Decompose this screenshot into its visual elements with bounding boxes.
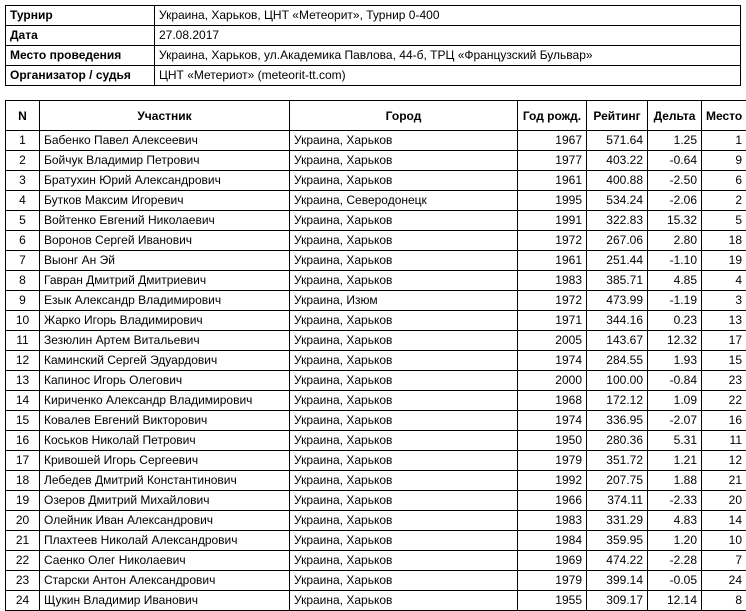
cell-name: Гавран Дмитрий Дмитриевич [40, 271, 290, 291]
cell-rating: 207.75 [587, 471, 648, 491]
cell-name: Жарко Игорь Владимирович [40, 311, 290, 331]
cell-n: 18 [6, 471, 40, 491]
table-row [6, 331, 746, 351]
info-value: Украина, Харьков, ул.Академика Павлова, 44-б, ТРЦ «Французский Бульвар» [155, 46, 741, 66]
cell-place: 13 [702, 311, 746, 331]
cell-n: 21 [6, 531, 40, 551]
cell-year: 1983 [518, 511, 587, 531]
info-label: Место проведения [6, 46, 155, 66]
table-row [6, 431, 746, 451]
cell-n: 5 [6, 211, 40, 231]
cell-delta: 12.14 [648, 591, 702, 611]
cell-n: 1 [6, 131, 40, 151]
cell-city: Украина, Харьков [290, 231, 518, 251]
table-row [6, 211, 746, 231]
cell-name: Коськов Николай Петрович [40, 431, 290, 451]
cell-name: Бойчук Владимир Петрович [40, 151, 290, 171]
cell-rating: 251.44 [587, 251, 648, 271]
table-row [6, 131, 746, 151]
table-row [6, 551, 746, 571]
cell-city: Украина, Харьков [290, 211, 518, 231]
col-header-name: Участник [40, 101, 290, 131]
cell-place: 22 [702, 391, 746, 411]
table-row [6, 351, 746, 371]
cell-delta: 0.23 [648, 311, 702, 331]
cell-city: Украина, Харьков [290, 551, 518, 571]
cell-rating: 336.95 [587, 411, 648, 431]
cell-city: Украина, Харьков [290, 151, 518, 171]
cell-rating: 331.29 [587, 511, 648, 531]
tournament-info-body [6, 6, 741, 86]
cell-rating: 351.72 [587, 451, 648, 471]
cell-name: Кривошей Игорь Сергеевич [40, 451, 290, 471]
cell-n: 17 [6, 451, 40, 471]
cell-city: Украина, Харьков [290, 471, 518, 491]
cell-delta: -2.06 [648, 191, 702, 211]
cell-delta: -1.19 [648, 291, 702, 311]
col-header-delta: Дельта [648, 101, 702, 131]
cell-n: 19 [6, 491, 40, 511]
cell-name: Войтенко Евгений Николаевич [40, 211, 290, 231]
table-row [6, 531, 746, 551]
table-row [6, 451, 746, 471]
cell-rating: 473.99 [587, 291, 648, 311]
table-row [6, 151, 746, 171]
table-row [6, 391, 746, 411]
cell-place: 17 [702, 331, 746, 351]
cell-city: Украина, Харьков [290, 451, 518, 471]
cell-city: Украина, Харьков [290, 251, 518, 271]
cell-place: 2 [702, 191, 746, 211]
cell-name: Каминский Сергей Эдуардович [40, 351, 290, 371]
cell-name: Капинос Игорь Олегович [40, 371, 290, 391]
cell-delta: 4.85 [648, 271, 702, 291]
cell-place: 15 [702, 351, 746, 371]
table-row [6, 171, 746, 191]
cell-place: 20 [702, 491, 746, 511]
cell-rating: 322.83 [587, 211, 648, 231]
cell-place: 5 [702, 211, 746, 231]
cell-rating: 344.16 [587, 311, 648, 331]
cell-rating: 474.22 [587, 551, 648, 571]
cell-year: 1969 [518, 551, 587, 571]
cell-delta: -2.28 [648, 551, 702, 571]
cell-n: 7 [6, 251, 40, 271]
cell-name: Езык Александр Владимирович [40, 291, 290, 311]
cell-delta: 12.32 [648, 331, 702, 351]
cell-city: Украина, Харьков [290, 131, 518, 151]
cell-city: Украина, Северодонецк [290, 191, 518, 211]
cell-year: 1971 [518, 311, 587, 331]
cell-year: 1950 [518, 431, 587, 451]
cell-year: 1983 [518, 271, 587, 291]
cell-delta: 15.32 [648, 211, 702, 231]
cell-name: Щукин Владимир Иванович [40, 591, 290, 611]
table-row [6, 371, 746, 391]
cell-rating: 309.17 [587, 591, 648, 611]
cell-name: Выонг Ан Эй [40, 251, 290, 271]
cell-rating: 400.88 [587, 171, 648, 191]
cell-n: 24 [6, 591, 40, 611]
cell-year: 1961 [518, 251, 587, 271]
cell-year: 1977 [518, 151, 587, 171]
cell-city: Украина, Харьков [290, 571, 518, 591]
cell-name: Олейник Иван Александрович [40, 511, 290, 531]
table-row [6, 251, 746, 271]
cell-n: 6 [6, 231, 40, 251]
cell-place: 7 [702, 551, 746, 571]
cell-city: Украина, Харьков [290, 371, 518, 391]
cell-place: 21 [702, 471, 746, 491]
cell-place: 11 [702, 431, 746, 451]
cell-name: Воронов Сергей Иванович [40, 231, 290, 251]
cell-city: Украина, Харьков [290, 511, 518, 531]
cell-place: 18 [702, 231, 746, 251]
cell-name: Зезюлин Артем Витальевич [40, 331, 290, 351]
cell-place: 16 [702, 411, 746, 431]
cell-delta: -2.50 [648, 171, 702, 191]
cell-city: Украина, Харьков [290, 491, 518, 511]
cell-place: 19 [702, 251, 746, 271]
results-body [6, 131, 746, 611]
cell-rating: 280.36 [587, 431, 648, 451]
cell-city: Украина, Харьков [290, 531, 518, 551]
info-row [6, 6, 741, 26]
cell-n: 2 [6, 151, 40, 171]
cell-year: 2000 [518, 371, 587, 391]
cell-year: 1984 [518, 531, 587, 551]
cell-year: 1979 [518, 571, 587, 591]
cell-year: 1955 [518, 591, 587, 611]
cell-n: 22 [6, 551, 40, 571]
cell-n: 9 [6, 291, 40, 311]
cell-name: Плахтеев Николай Александрович [40, 531, 290, 551]
cell-year: 1991 [518, 211, 587, 231]
cell-n: 12 [6, 351, 40, 371]
cell-city: Украина, Харьков [290, 391, 518, 411]
cell-year: 1979 [518, 451, 587, 471]
cell-year: 1974 [518, 411, 587, 431]
cell-place: 9 [702, 151, 746, 171]
cell-delta: 1.88 [648, 471, 702, 491]
cell-rating: 534.24 [587, 191, 648, 211]
cell-delta: 2.80 [648, 231, 702, 251]
cell-name: Озеров Дмитрий Михайлович [40, 491, 290, 511]
cell-n: 20 [6, 511, 40, 531]
info-label: Организатор / судья [6, 66, 155, 86]
cell-delta: 1.21 [648, 451, 702, 471]
cell-rating: 267.06 [587, 231, 648, 251]
cell-name: Братухин Юрий Александрович [40, 171, 290, 191]
cell-city: Украина, Харьков [290, 411, 518, 431]
cell-rating: 403.22 [587, 151, 648, 171]
cell-delta: 4.83 [648, 511, 702, 531]
cell-year: 1966 [518, 491, 587, 511]
col-header-city: Город [290, 101, 518, 131]
cell-delta: 1.93 [648, 351, 702, 371]
cell-name: Ковалев Евгений Викторович [40, 411, 290, 431]
cell-city: Украина, Харьков [290, 431, 518, 451]
table-row [6, 471, 746, 491]
table-row [6, 571, 746, 591]
cell-n: 11 [6, 331, 40, 351]
cell-city: Украина, Харьков [290, 331, 518, 351]
info-value: ЦНТ «Метериот» (meteorit-tt.com) [155, 66, 741, 86]
cell-year: 1972 [518, 231, 587, 251]
info-label: Турнир [6, 6, 155, 26]
results-table [5, 100, 746, 611]
cell-place: 3 [702, 291, 746, 311]
cell-city: Украина, Харьков [290, 171, 518, 191]
table-row [6, 231, 746, 251]
cell-name: Старски Антон Александрович [40, 571, 290, 591]
col-header-year: Год рожд. [518, 101, 587, 131]
cell-delta: 1.09 [648, 391, 702, 411]
col-header-rating: Рейтинг [587, 101, 648, 131]
cell-rating: 172.12 [587, 391, 648, 411]
cell-place: 10 [702, 531, 746, 551]
info-row [6, 66, 741, 86]
table-row [6, 271, 746, 291]
cell-year: 1972 [518, 291, 587, 311]
cell-n: 15 [6, 411, 40, 431]
cell-year: 1961 [518, 171, 587, 191]
cell-place: 1 [702, 131, 746, 151]
cell-place: 8 [702, 591, 746, 611]
cell-delta: -1.10 [648, 251, 702, 271]
table-row [6, 311, 746, 331]
info-label: Дата [6, 26, 155, 46]
cell-n: 4 [6, 191, 40, 211]
cell-year: 1967 [518, 131, 587, 151]
cell-rating: 100.00 [587, 371, 648, 391]
cell-place: 4 [702, 271, 746, 291]
cell-delta: -2.33 [648, 491, 702, 511]
cell-place: 6 [702, 171, 746, 191]
cell-year: 1995 [518, 191, 587, 211]
cell-year: 1968 [518, 391, 587, 411]
cell-place: 14 [702, 511, 746, 531]
cell-delta: 5.31 [648, 431, 702, 451]
cell-delta: -0.84 [648, 371, 702, 391]
cell-year: 2005 [518, 331, 587, 351]
cell-delta: 1.25 [648, 131, 702, 151]
cell-rating: 571.64 [587, 131, 648, 151]
table-row [6, 291, 746, 311]
table-row [6, 491, 746, 511]
cell-n: 23 [6, 571, 40, 591]
cell-n: 3 [6, 171, 40, 191]
cell-rating: 359.95 [587, 531, 648, 551]
cell-rating: 399.14 [587, 571, 648, 591]
tournament-info-table [5, 5, 741, 86]
cell-place: 24 [702, 571, 746, 591]
col-header-n: N [6, 101, 40, 131]
info-value: 27.08.2017 [155, 26, 741, 46]
cell-place: 23 [702, 371, 746, 391]
cell-year: 1974 [518, 351, 587, 371]
info-value: Украина, Харьков, ЦНТ «Метеорит», Турнир 0-400 [155, 6, 741, 26]
cell-rating: 143.67 [587, 331, 648, 351]
cell-city: Украина, Харьков [290, 351, 518, 371]
cell-name: Саенко Олег Николаевич [40, 551, 290, 571]
cell-year: 1992 [518, 471, 587, 491]
cell-delta: -2.07 [648, 411, 702, 431]
cell-n: 16 [6, 431, 40, 451]
cell-n: 10 [6, 311, 40, 331]
cell-city: Украина, Харьков [290, 311, 518, 331]
cell-n: 14 [6, 391, 40, 411]
table-row [6, 591, 746, 611]
cell-name: Бабенко Павел Алексеевич [40, 131, 290, 151]
cell-rating: 385.71 [587, 271, 648, 291]
results-header-row [6, 101, 746, 131]
table-row [6, 411, 746, 431]
table-row [6, 511, 746, 531]
cell-name: Бутков Максим Игоревич [40, 191, 290, 211]
cell-name: Лебедев Дмитрий Константинович [40, 471, 290, 491]
cell-place: 12 [702, 451, 746, 471]
cell-delta: -0.05 [648, 571, 702, 591]
cell-n: 8 [6, 271, 40, 291]
cell-delta: 1.20 [648, 531, 702, 551]
table-row [6, 191, 746, 211]
cell-city: Украина, Изюм [290, 291, 518, 311]
cell-rating: 374.11 [587, 491, 648, 511]
info-row [6, 26, 741, 46]
cell-city: Украина, Харьков [290, 591, 518, 611]
col-header-place: Место [702, 101, 746, 131]
cell-delta: -0.64 [648, 151, 702, 171]
info-row [6, 46, 741, 66]
cell-name: Кириченко Александр Владимирович [40, 391, 290, 411]
cell-city: Украина, Харьков [290, 271, 518, 291]
cell-n: 13 [6, 371, 40, 391]
cell-rating: 284.55 [587, 351, 648, 371]
